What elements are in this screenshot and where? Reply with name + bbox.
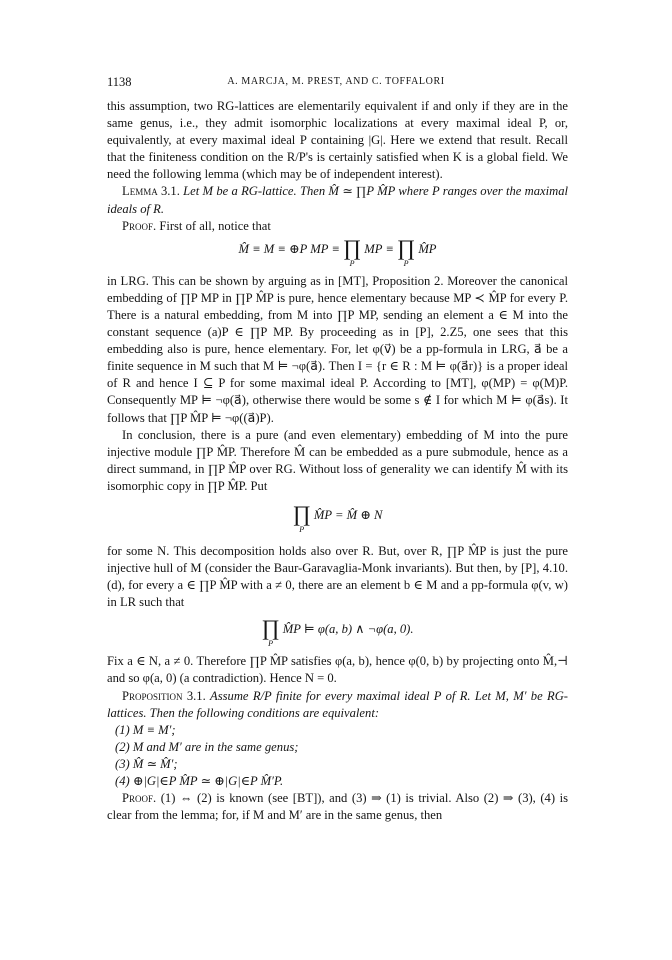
- eq1-right: M̂P: [418, 241, 437, 256]
- display-equation-3: [107, 611, 568, 653]
- list-item: (3) M̂ ≃ M̂′;: [115, 756, 178, 771]
- proposition-heading: Proposition 3.1.: [122, 688, 206, 703]
- paragraph: for some N. This decomposition holds also over R. But, over R, ∏P M̂P is just the pure injective hull of M (consider the Baur-Garavaglia-Monk invariants). But then, by [P], 4.10.(d), for every a ∈ ∏P M̂P with a ≠ 0, there are an element b ∈ M and a pp-formula φ(v, w) in LR such that: [107, 543, 568, 610]
- product-symbol: ∏ P: [342, 234, 362, 268]
- display-equation-2: [107, 495, 568, 543]
- proof-start: [107, 218, 568, 235]
- proof-body: (1) ⇔ (2) is known (see [BT]), and (3) ⇒ (1) is trivial. Also (2) ⇒ (3), (4) is clear from the lemma; for, if M and M′ are in the same genus, then: [107, 791, 568, 823]
- display-equation-1: [107, 235, 568, 273]
- list-item: (4) ⊕|G|∈P M̂P ≃ ⊕|G|∈P M̂′P.: [115, 774, 284, 788]
- eq1-middle: MP ≡: [364, 241, 394, 256]
- eq1-left: M̂ ≡ M ≡ ⊕P MP ≡: [238, 241, 340, 256]
- proof-heading: Proof.: [122, 791, 157, 806]
- proposition: [107, 688, 568, 722]
- proof-end-paragraph: [107, 653, 568, 687]
- proof-2: [107, 790, 568, 824]
- paragraph: this assumption, two RG-lattices are elementarily equivalent if and only if they are in the same genus, i.e., they admit isomorphic localizations at every maximal ideal P, or, equivalently, at every maximal ideal P containing |G|. Here we extend that result. Recall that the finiteness condition on the R/P's is certainly satisfied when K is a global field. We need the following lemma (which may be of independent interest).: [107, 99, 568, 182]
- list-item: (1) M ≡ M′;: [115, 722, 176, 737]
- eq2-expression: M̂P = M̂ ⊕ N: [313, 507, 383, 522]
- product-symbol: ∏ P: [397, 234, 416, 268]
- running-head: A. MARCJA, M. PREST, AND C. TOFFALORI: [227, 76, 445, 87]
- paragraph: In conclusion, there is a pure (and even elementary) embedding of M into the pure injective module ∏P M̂P. Therefore M̂ can be embedded as a pure submodule, hence as a direct summand, in ∏P M̂P over RG. Without loss of generality we can identify M̂ with its isomorphic copy in ∏P M̂P. Put: [107, 427, 568, 493]
- lemma-statement: Let M be a RG-lattice. Then M̂ ≃ ∏P M̂P where P ranges over the maximal ideals of R.: [107, 184, 569, 216]
- eq3-expression: M̂P ⊨ φ(a, b) ∧ ¬φ(a, 0).: [282, 622, 414, 637]
- condition-list: [107, 722, 568, 790]
- product-symbol: ∏ P: [292, 500, 311, 534]
- proof-intro: First of all, notice that: [159, 218, 271, 233]
- lemma: [107, 183, 568, 217]
- paragraph: Fix a ∈ N, a ≠ 0. Therefore ∏P M̂P satisfies φ(a, b), hence φ(0, b) by projecting onto M̂, and so φ(a, 0) (a contradiction). Hence N = 0.: [107, 654, 558, 686]
- page-number: 1138: [107, 75, 132, 89]
- proof-heading: Proof.: [122, 218, 157, 233]
- list-item: (2) M and M′ are in the same genus;: [115, 739, 299, 754]
- lemma-heading: Lemma 3.1.: [122, 184, 180, 199]
- product-symbol: ∏ P: [261, 615, 280, 649]
- body-text: [107, 98, 568, 824]
- paragraph: in LRG. This can be shown by arguing as in [MT], Proposition 2. Moreover the canonical embedding of ∏P MP in ∏P M̂P is pure, hence elementary because MP ≺ M̂P for every P. There is a natural embedding, from M into ∏P MP, sending an element a ∈ M into the constant sequence (a)P ∈ ∏P MP. By proceeding as in [P], 2.Z5, one sees that this embedding also is pure, hence elementary. For, let φ(v⃗) be a pp-formula in LRG, a⃗ be a finite sequence in M such that M ⊨ ¬φ(a⃗). Then I = {r ∈ R : M ⊨ φ(a⃗r)} is a proper ideal of R and hence I ⊆ P for some maximal ideal P. According to [MT], φ(MP) = φ(M)P. Consequently MP ⊨ ¬φ(a⃗), otherwise there would be some s ∉ I for which M ⊨ φ(a⃗s). It follows that ∏P M̂P ⊨ ¬φ((a⃗)P).: [107, 273, 568, 425]
- qed-symbol: ⊣: [557, 654, 568, 669]
- proposition-statement: Assume R/P finite for every maximal ideal P of R. Let M, M′ be RG-lattices. Then the following conditions are equivalent:: [107, 688, 568, 720]
